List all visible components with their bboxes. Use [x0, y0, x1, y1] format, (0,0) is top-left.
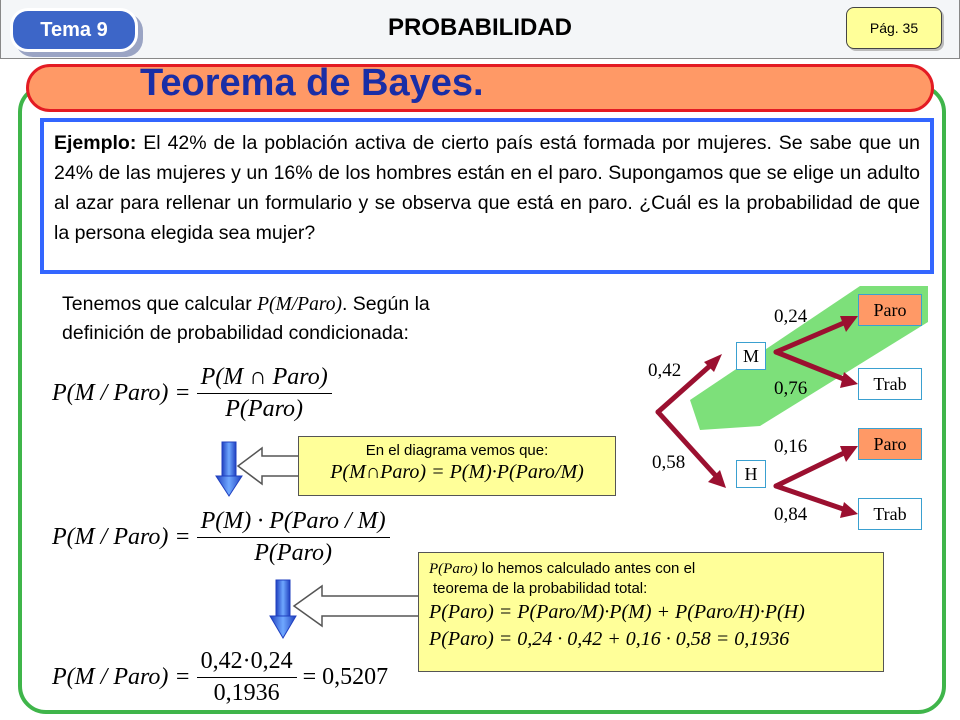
callout2-line1: lo hemos calculado antes con el [477, 560, 696, 577]
page-number: Pág. 35 [846, 7, 942, 49]
node-h: H [736, 460, 766, 488]
leaf-m-trab: Trab [858, 368, 922, 400]
callout2-pointer [294, 586, 420, 626]
prob-m: 0,42 [648, 360, 682, 381]
callout2-line3: P(Paro) = P(Paro/M)·P(M) + P(Paro/H)·P(H) [429, 601, 805, 623]
callout1-pointer [238, 448, 300, 484]
eq3-denominator: 0,1936 [213, 680, 280, 706]
prob-m-paro: 0,24 [774, 306, 808, 327]
eq1-numerator: P(M ∩ Paro) [197, 364, 332, 394]
eq1-lhs: P(M / Paro) = [52, 380, 191, 406]
eq3-result: = 0,5207 [302, 664, 389, 690]
eq2-numerator: P(M) · P(Paro / M) [197, 508, 390, 538]
prob-h-trab: 0,84 [774, 504, 808, 525]
eq3-lhs: P(M / Paro) = [52, 664, 191, 690]
leaf-h-trab: Trab [858, 498, 922, 530]
eq1-denominator: P(Paro) [225, 396, 304, 422]
callout1-line1: En el diagrama vemos que: [365, 442, 549, 459]
intro-formula: P(M/Paro) [257, 294, 342, 315]
diagram-callout [298, 436, 616, 496]
leaf-h-paro: Paro [858, 428, 922, 460]
example-lead: Ejemplo: [54, 132, 137, 154]
eq2-denominator: P(Paro) [254, 540, 333, 566]
down-arrow-2 [270, 580, 296, 638]
callout2-line2: teorema de la probabilidad total: [433, 580, 648, 597]
callout2-line4: P(Paro) = 0,24 · 0,42 + 0,16 · 0,58 = 0,1936 [429, 628, 790, 650]
total-probability-callout [418, 552, 884, 672]
callout2-paro: P(Paro) [429, 561, 478, 577]
eq2-lhs: P(M / Paro) = [52, 524, 191, 550]
prob-h-paro: 0,16 [774, 436, 808, 457]
node-m: M [736, 342, 766, 370]
topic-badge[interactable]: Tema 9 [10, 8, 138, 52]
intro-part2: . Según la definición de probabilidad condicionada: [62, 293, 430, 344]
leaf-m-paro: Paro [858, 294, 922, 326]
header-title: PROBABILIDAD [388, 14, 572, 41]
down-arrow-1 [216, 442, 242, 496]
example-text: El 42% de la población activa de cierto país está formada por mujeres. Se sabe que un 24% de las mujeres y un 16% de los hombres están en el paro. Supongamos que se elige un adulto al azar para rellenar un formulario y se observa que está en paro. ¿Cuál es la probabilidad de que la persona elegida sea mujer? [54, 132, 920, 244]
callout1-formula: P(M∩Paro) = P(M)·P(Paro/M) [330, 461, 584, 483]
prob-m-trab: 0,76 [774, 378, 808, 399]
prob-h: 0,58 [652, 452, 686, 473]
slide-title: Teorema de Bayes. [140, 62, 484, 104]
eq3-numerator: 0,42·0,24 [197, 648, 297, 678]
intro-part1: Tenemos que calcular [62, 293, 258, 315]
